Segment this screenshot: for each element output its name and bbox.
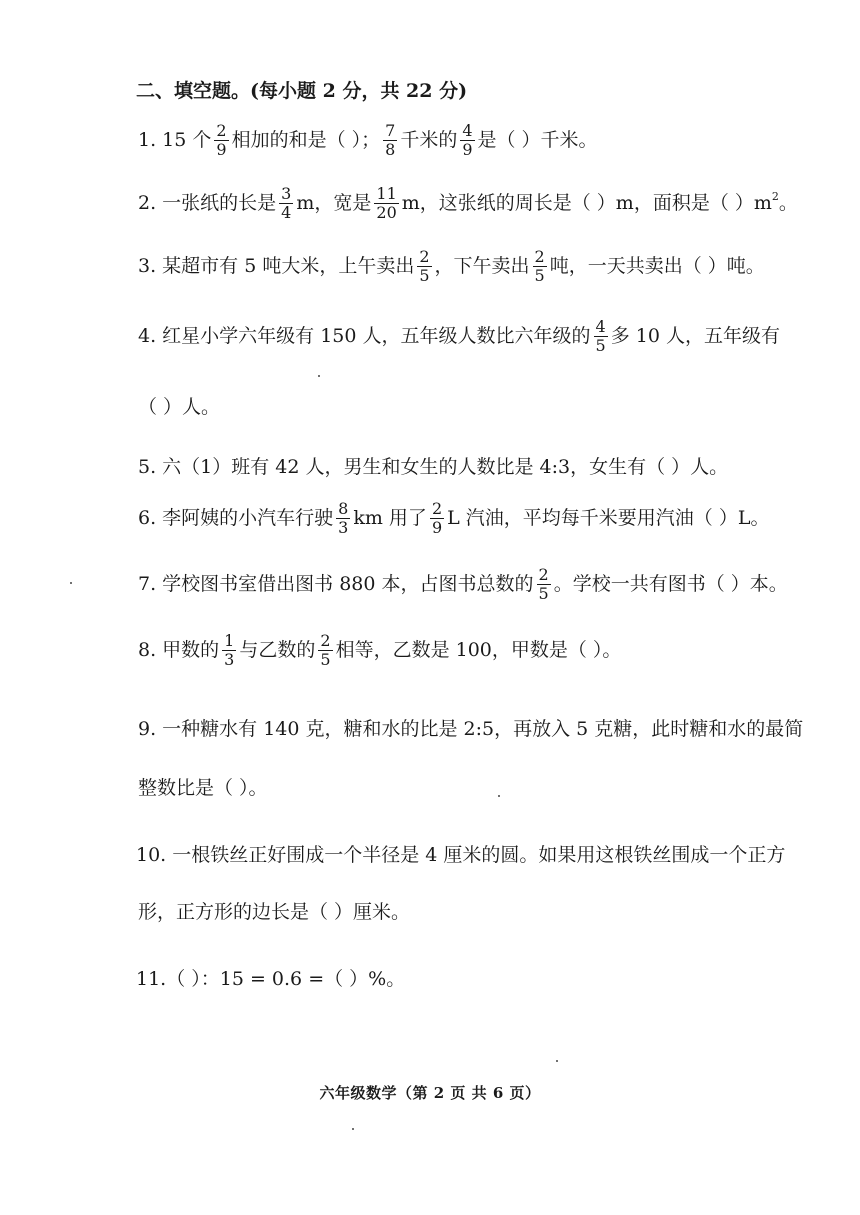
q1-text-a: 1. 15 个 (138, 129, 212, 152)
scan-speck (352, 1128, 354, 1130)
q2-text-d: 。 (778, 192, 798, 215)
fraction-11-20: $\frac{11}{20}$ (376, 184, 397, 223)
question-9-line-2: 整数比是（ ）。 (138, 777, 268, 799)
q8-text-a: 8. 甲数的 (138, 639, 220, 662)
fraction-3-4: $\frac{3}{4}$ (281, 184, 292, 223)
fraction-4-5: $\frac{4}{5}$ (595, 317, 606, 356)
q2-superscript: 2 (771, 190, 779, 204)
question-2 (138, 185, 798, 223)
question-4-line-2: （ ）人。 (138, 396, 221, 418)
fraction-7-8: $\frac{7}{8}$ (385, 121, 396, 160)
q3-text-b: ，下午卖出 (434, 255, 530, 278)
question-11: 11.（ ）：15 = 0.6 =（ ）%。 (136, 968, 406, 990)
question-9-line-1: 9. 一种糖水有 140 克，糖和水的比是 2:5，再放入 5 克糖，此时糖和水的最简 (138, 718, 804, 740)
q3-text-a: 3. 某超市有 5 吨大米，上午卖出 (138, 255, 415, 278)
question-6 (138, 500, 769, 538)
q1-text-d: 是（ ）千米。 (477, 129, 598, 152)
scan-speck (70, 582, 72, 584)
fraction-2-5-d: $\frac{2}{5}$ (320, 631, 331, 670)
fraction-2-9: $\frac{2}{9}$ (216, 121, 227, 160)
q2-text-c: m，这张纸的周长是（ ）m，面积是（ ）m (401, 192, 772, 215)
q8-text-c: 相等，乙数是 100，甲数是（ ）。 (335, 639, 622, 662)
q6-text-c: L 汽油，平均每千米要用汽油（ ）L。 (447, 507, 770, 530)
section-title: 二、填空题。(每小题 2 分，共 22 分) (136, 80, 468, 102)
question-10-line-2: 形，正方形的边长是（ ）厘米。 (138, 901, 411, 923)
q8-text-b: 与乙数的 (239, 639, 316, 662)
question-8 (138, 632, 621, 670)
fraction-8-3: $\frac{8}{3}$ (338, 499, 349, 538)
q1-text-b: 相加的和是（ ）； (231, 129, 381, 152)
page-footer: 六年级数学（第 2 页 共 6 页） (319, 1084, 541, 1102)
q2-text-b: m，宽是 (296, 192, 372, 215)
q7-text-a: 7. 学校图书室借出图书 880 本，占图书总数的 (138, 573, 534, 596)
q6-text-a: 6. 李阿姨的小汽车行驶 (138, 507, 334, 530)
q1-text-c: 千米的 (400, 129, 458, 152)
scan-speck (318, 375, 320, 377)
question-7 (138, 566, 788, 604)
q3-text-c: 吨，一天共卖出（ ）吨。 (549, 255, 765, 278)
q7-text-b: 。学校一共有图书（ ）本。 (553, 573, 788, 596)
q2-text-a: 2. 一张纸的长是 (138, 192, 277, 215)
question-5: 5. 六（1）班有 42 人，男生和女生的人数比是 4:3，女生有（ ）人。 (138, 456, 729, 478)
question-10-line-1: 10. 一根铁丝正好围成一个半径是 4 厘米的圆。如果用这根铁丝围成一个正方 (136, 844, 786, 866)
q4-text-b: 多 10 人，五年级有 (610, 325, 780, 348)
question-3 (138, 248, 765, 286)
question-1 (138, 122, 598, 160)
fraction-4-9: $\frac{4}{9}$ (462, 121, 473, 160)
fraction-2-9-b: $\frac{2}{9}$ (431, 499, 443, 538)
scan-speck (556, 1060, 558, 1062)
fraction-1-3: $\frac{1}{3}$ (224, 631, 235, 670)
fraction-2-5-a: $\frac{2}{5}$ (419, 247, 430, 286)
scan-speck (498, 795, 500, 797)
q4-text-a: 4. 红星小学六年级有 150 人，五年级人数比六年级的 (138, 325, 591, 348)
question-4 (138, 318, 780, 356)
fraction-2-5-c: $\frac{2}{5}$ (538, 565, 549, 604)
fraction-2-5-b: $\frac{2}{5}$ (534, 247, 545, 286)
q6-text-b: km 用了 (353, 507, 427, 530)
